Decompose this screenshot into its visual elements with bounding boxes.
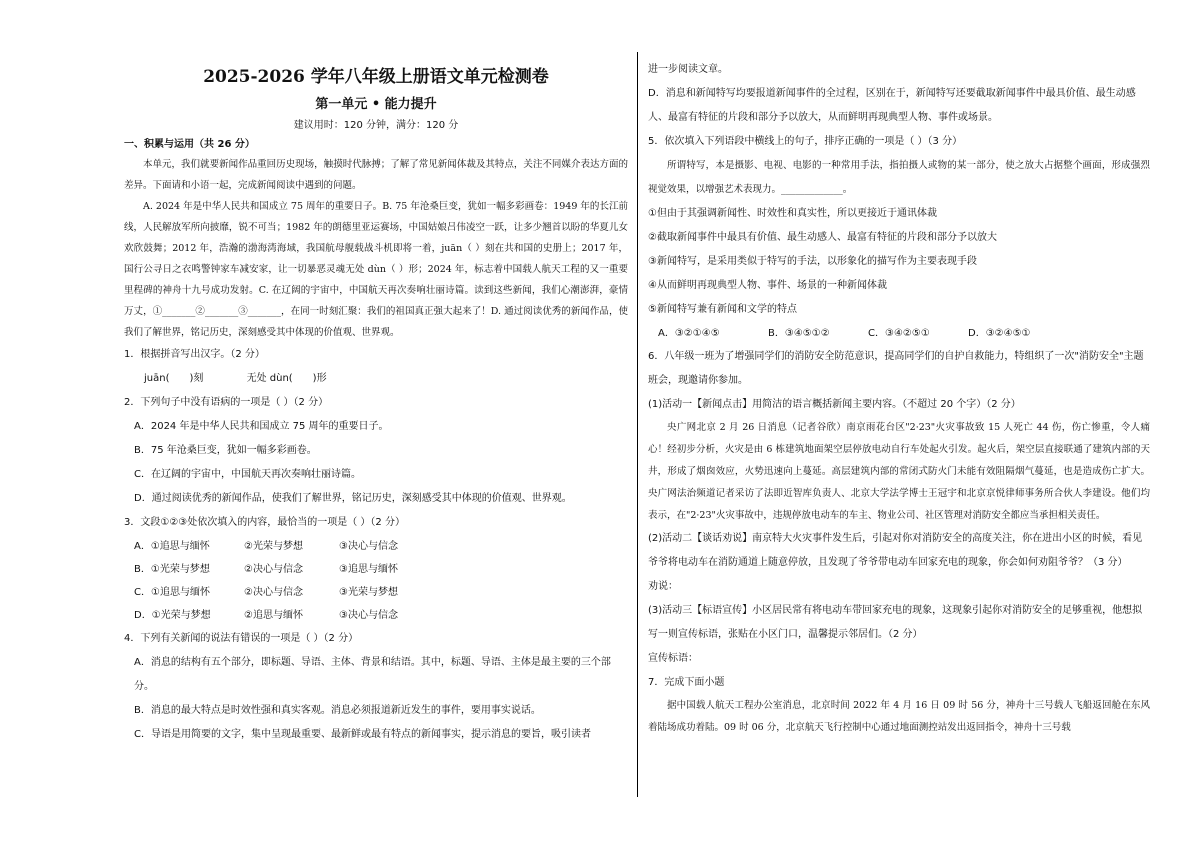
column-divider	[637, 52, 638, 797]
q5-option: D．③②④⑤①	[968, 328, 1031, 339]
question-5-item: ④从而鲜明再现典型人物、事件、场景的一种新闻体裁	[648, 280, 887, 291]
question-3-option-row	[124, 535, 628, 558]
question-2: 2．下列句子中没有语病的一项是（ ）（2 分）	[124, 397, 329, 408]
question-4-option: A．消息的结构有五个部分，即标题、导语、主体、背景和结语。其中，标题、导语、主体是最主要的三个部分。	[134, 657, 611, 692]
question-3-option-row	[124, 604, 628, 627]
q3-option-part: B．①光荣与梦想	[134, 564, 210, 575]
question-5-item: ①但由于其强调新闻性、时效性和真实性，所以更接近于通讯体裁	[648, 208, 937, 219]
question-6-answer-label: 宣传标语：	[648, 653, 698, 664]
section-heading: 一、积累与运用（共 26 分）	[124, 139, 255, 150]
question-4: 4．下列有关新闻的说法有错误的一项是（ ）（2 分）	[124, 633, 359, 644]
q3-option-part: ③光荣与梦想	[339, 587, 398, 598]
question-5-passage: 所谓特写，本是摄影、电视、电影的一种常用手法，指拍摄人或物的某一部分，使之放大占据整个画面，形成强烈视觉效果，以增强艺术表现力。_____________。	[648, 160, 1150, 195]
page-title: 2025-2026 学年八年级上册语文单元检测卷	[203, 67, 549, 87]
question-1-items	[124, 367, 628, 391]
q5-option: B．③④⑤①②	[768, 328, 830, 339]
question-3: 3．文段①②③处依次填入的内容，最恰当的一项是（ ）（2 分）	[124, 517, 405, 528]
section-intro: 本单元，我们就要新闻作品重回历史现场，触摸时代脉搏；了解了常见新闻体裁及其特点，关注不同媒介表达方面的差异。下面请和小语一起，完成新闻阅读中遇到的问题。	[124, 159, 628, 191]
pinyin-item: 无处 dùn( )形	[246, 373, 327, 384]
q3-option-part: A．①追思与缅怀	[134, 541, 210, 552]
question-6-activity-2: (2)活动二【谈话劝说】南京特大火灾事件发生后，引起对你对消防安全的高度关注，你在进出小区的时候，看见爷爷将电动车在消防通道上随意停放，且发现了爷爷带电动车回家充电的现象，你会如何劝阻爷爷？（3 分）	[648, 533, 1143, 568]
question-7-passage: 据中国载人航天工程办公室消息，北京时间 2022 年 4 月 16 日 09 时 56 分，神舟十三号载人飞船返回舱在东风着陆场成功着陆。09 时 06 分，北京航天飞行控制中心通过地面测控站发出返回指令，神舟十三号载	[648, 700, 1150, 733]
q5-option: C．③④②⑤①	[868, 328, 930, 339]
right-column	[648, 58, 1150, 739]
exam-meta: 建议用时：120 分钟，满分：120 分	[293, 120, 459, 131]
question-5-options	[648, 322, 1150, 345]
question-2-option: C．在辽阔的宇宙中，中国航天再次奏响壮丽诗篇。	[134, 469, 361, 480]
question-6-activity-3: (3)活动三【标语宣传】小区居民常有将电动车带回家充电的现象，这现象引起你对消防安全的足够重视，他想拟写一则宣传标语，张贴在小区门口，温馨提示邻居们。（2 分）	[648, 605, 1143, 640]
question-7: 7．完成下面小题	[648, 677, 725, 688]
question-2-option: D．通过阅读优秀的新闻作品，使我们了解世界，铭记历史，深刻感受其中体现的价值观、世界观。	[134, 493, 572, 504]
reading-passage: A. 2024 年是中华人民共和国成立 75 周年的重要日子。B. 75 年沧桑巨变，犹如一幅多彩画卷：1949 年的长江前线，人民解放军所向披靡，锐不可当；1982 年的朗德里亚运赛场，中国姑娘吕伟凌空一跃，让多少翘首以盼的华夏儿女欢欣鼓舞；2012 年，浩瀚的渤海湾海域，我国航母舰载战斗机即将一着，juān（ ）刻在共和国的史册上；2017 年，国行公寻日之衣鸣警钟家车减安家，让一切暴恶灵魂无处 dùn（ ）形；2024 年，标志着中国载人航天工程的又一重要里程碑的神舟十九号成功发射。C. 在辽阔的宇宙中，中国航天再次奏响壮丽诗篇。读到这些新闻，我们心潮澎湃，豪情万丈，①_______②_______③_______，在同一时刻汇聚：我们的祖国真正强大起来了！D. 通过阅读优秀的新闻作品，使我们了解世界，铭记历史，深刻感受其中体现的价值观、世界观。	[124, 201, 628, 338]
q5-option: A．③②①④⑤	[658, 328, 720, 339]
q3-option-part: ②决心与信念	[244, 587, 303, 598]
continued-text: 进一步阅读文章。	[648, 64, 728, 75]
page-subtitle: 第一单元 • 能力提升	[315, 97, 437, 112]
q3-option-part: ②决心与信念	[244, 564, 303, 575]
question-3-option-row	[124, 558, 628, 581]
q3-option-part: ②光荣与梦想	[244, 541, 303, 552]
question-2-option: B．75 年沧桑巨变，犹如一幅多彩画卷。	[134, 445, 317, 456]
question-5-item: ⑤新闻特写兼有新闻和文学的特点	[648, 304, 797, 315]
question-4-option: B．消息的最大特点是时效性强和真实客观。消息必须报道新近发生的事件，要用事实说话。	[134, 705, 541, 716]
left-column	[124, 58, 628, 747]
question-6-activity-1: (1)活动一【新闻点击】用简洁的语言概括新闻主要内容。（不超过 20 个字）（2 分）	[648, 399, 1021, 410]
question-5-item: ②截取新闻事件中最具有价值、最生动感人、最富有特征的片段和部分予以放大	[648, 232, 997, 243]
question-5: 5．依次填入下列语段中横线上的句子，排序正确的一项是（ ）（3 分）	[648, 136, 963, 147]
question-2-option: A．2024 年是中华人民共和国成立 75 周年的重要日子。	[134, 421, 389, 432]
question-3-option-row	[124, 581, 628, 604]
q3-option-part: ③决心与信念	[339, 541, 398, 552]
question-6: 6．八年级一班为了增强同学们的消防安全防范意识，提高同学们的自护自救能力，特组织了一次"消防安全"主题班会，现邀请你参加。	[648, 351, 1144, 386]
question-6-answer-label: 劝说：	[648, 581, 678, 592]
question-4-option: C．导语是用简要的文字，集中呈现最重要、最新鲜或最有特点的新闻事实，提示消息的要旨，吸引读者	[134, 729, 591, 740]
q3-option-part: ②追思与缅怀	[244, 610, 303, 621]
question-1: 1．根据拼音写出汉字。（2 分）	[124, 349, 265, 360]
q3-option-part: ③追思与缅怀	[339, 564, 398, 575]
question-4-option: D．消息和新闻特写均要报道新闻事件的全过程，区别在于，新闻特写还要截取新闻事件中最具价值、最生动感人、最富有特征的片段和部分予以放大，从而鲜明再现典型人物、事件或场景。	[648, 88, 1136, 123]
question-6-news: 央广网北京 2 月 26 日消息（记者谷欣）南京雨花台区"2·23"火灾事故致 15 人死亡 44 伤，伤亡惨重，令人痛心！经初步分析，火灾是由 6 栋建筑地面架空层停放电动自行车处起火引发。起火后，架空层直接联通了建筑内部的天井，形成了烟囱效应，火势迅速向上蔓延。高层建筑内部的常闭式防火门未能有效阻隔烟气蔓延，也是造成伤亡扩大。央广网法治频道记者采访了法即近智库负责人、北京大学法学博士王冠宇和北京京悦律师事务所合伙人李建设。他们均表示，在"2·23"火灾事故中，违规停放电动车的车主、物业公司、社区管理对消防安全都应当承担相关责任。	[648, 422, 1150, 521]
question-5-item: ③新闻特写，是采用类似于特写的手法，以形象化的描写作为主要表现手段	[648, 256, 977, 267]
q3-option-part: ③决心与信念	[339, 610, 398, 621]
pinyin-item: juān( )刻	[144, 373, 204, 384]
q3-option-part: D．①光荣与梦想	[134, 610, 211, 621]
q3-option-part: C．①追思与缅怀	[134, 587, 210, 598]
